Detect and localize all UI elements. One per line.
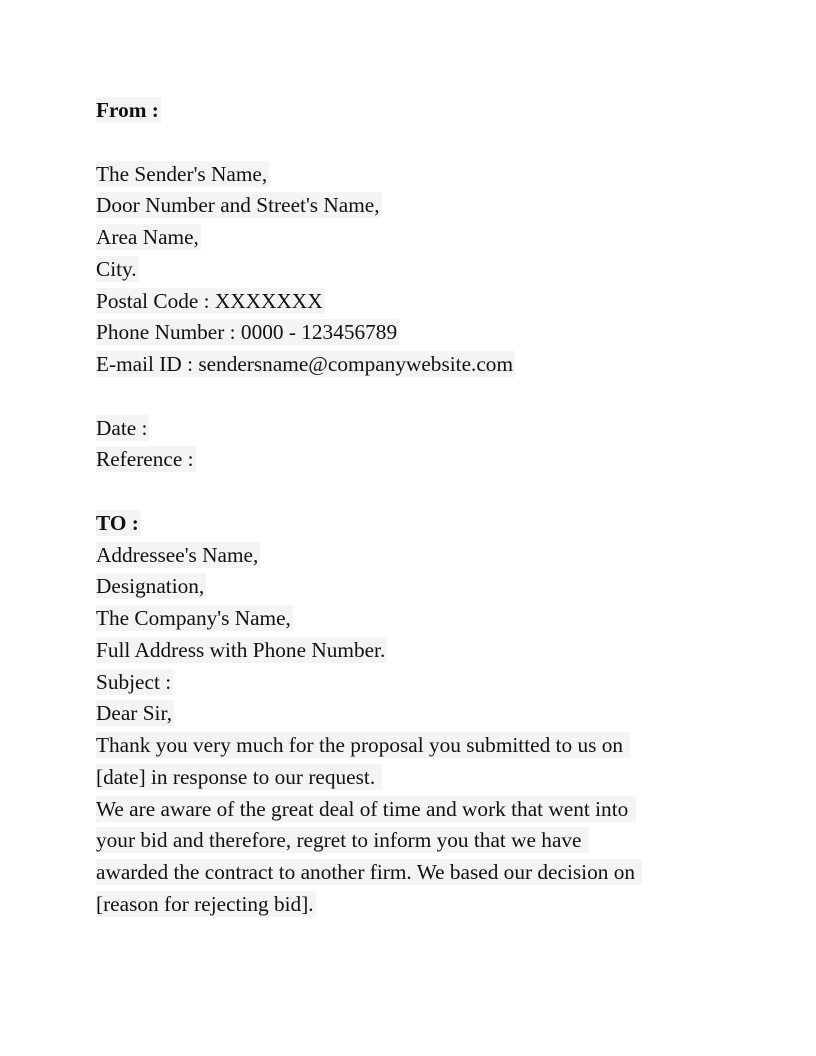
recipient-designation-line: [96, 569, 720, 601]
body-line: [96, 760, 720, 792]
from-heading-line: [96, 93, 720, 125]
body-text: [reason for rejecting bid].: [96, 891, 314, 916]
body-line: [96, 855, 720, 887]
body-text: Thank you very much for the proposal you submitted to us on: [96, 733, 629, 758]
letter-page: [96, 93, 720, 919]
recipient-name: Addressee's Name,: [96, 542, 259, 567]
body-line: [96, 823, 720, 855]
sender-email: E-mail ID : sendersname@companywebsite.com: [96, 352, 514, 377]
recipient-company: The Company's Name,: [96, 606, 291, 631]
body-line: [96, 887, 720, 919]
body-text: awarded the contract to another firm. We based our decision on: [96, 860, 641, 885]
reference-label: Reference :: [96, 447, 194, 472]
sender-phone: Phone Number : 0000 - 123456789: [96, 320, 398, 345]
sender-street: Door Number and Street's Name,: [96, 193, 380, 218]
sender-name: The Sender's Name,: [96, 161, 268, 186]
recipient-designation: Designation,: [96, 574, 205, 599]
salutation-line: [96, 696, 720, 728]
subject-label: Subject :: [96, 669, 172, 694]
sender-street-line: [96, 188, 720, 220]
to-heading-line: [96, 506, 720, 538]
recipient-name-line: [96, 538, 720, 570]
recipient-address: Full Address with Phone Number.: [96, 637, 386, 662]
sender-phone-line: [96, 315, 720, 347]
body-text: [date] in response to our request.: [96, 764, 381, 789]
to-heading: TO :: [96, 510, 139, 535]
from-heading: From :: [96, 98, 159, 123]
sender-city: City.: [96, 256, 137, 281]
subject-line: [96, 665, 720, 697]
sender-email-line: [96, 347, 720, 379]
date-line: [96, 411, 720, 443]
sender-city-line: [96, 252, 720, 284]
spacer: [96, 379, 720, 411]
body-text: your bid and therefore, regret to inform you that we have: [96, 828, 587, 853]
recipient-company-line: [96, 601, 720, 633]
recipient-address-line: [96, 633, 720, 665]
spacer: [96, 474, 720, 506]
spacer: [96, 125, 720, 157]
body-line: [96, 792, 720, 824]
sender-postal-code: Postal Code : XXXXXXX: [96, 288, 323, 313]
sender-postal-line: [96, 284, 720, 316]
body-line: [96, 728, 720, 760]
body-text: We are aware of the great deal of time and work that went into: [96, 796, 634, 821]
sender-area-line: [96, 220, 720, 252]
salutation: Dear Sir,: [96, 701, 173, 726]
reference-line: [96, 442, 720, 474]
sender-name-line: [96, 157, 720, 189]
date-label: Date :: [96, 415, 148, 440]
sender-area: Area Name,: [96, 225, 199, 250]
